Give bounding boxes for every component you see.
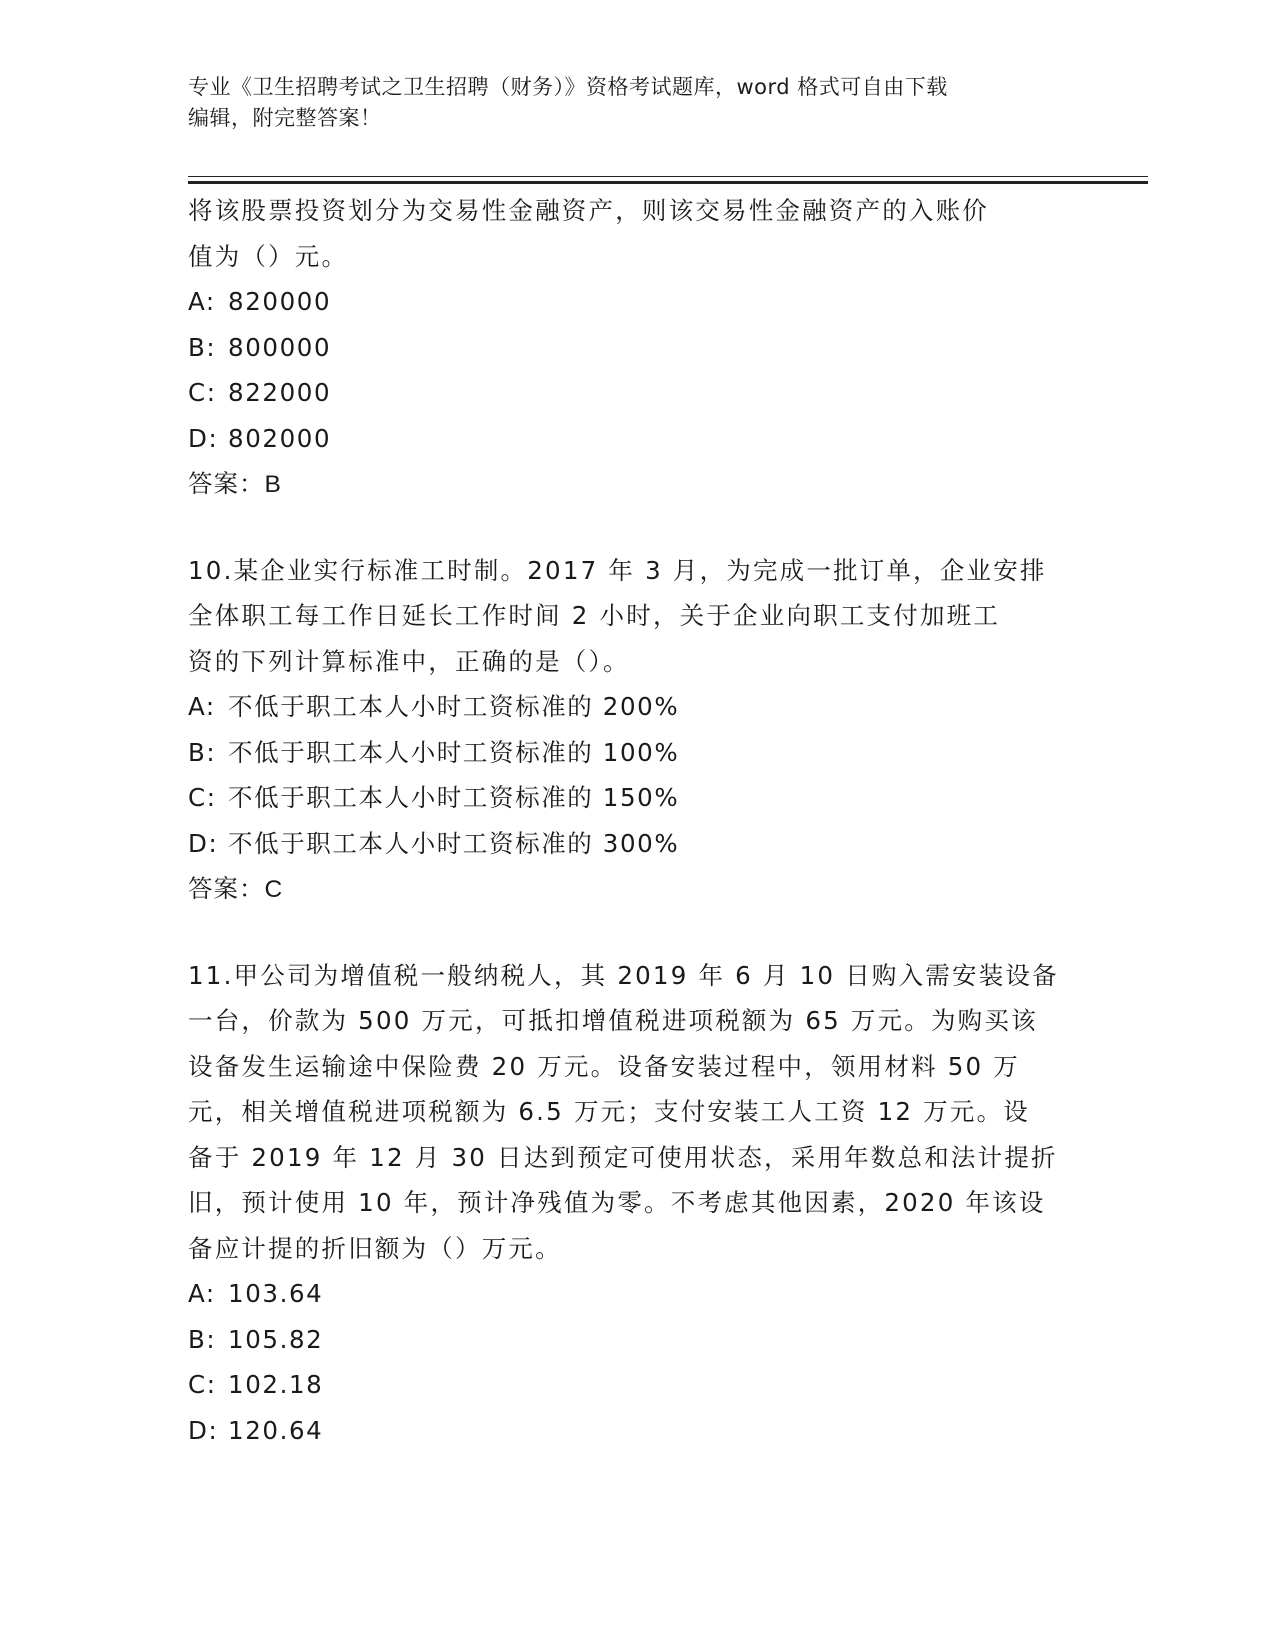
header-divider-thin xyxy=(188,176,1148,177)
option-c xyxy=(188,1362,1088,1408)
question-text-line: 旧，预计使用 10 年，预计净残值为零。不考虑其他因素，2020 年该设 xyxy=(188,1188,1046,1217)
option-c xyxy=(188,775,1088,821)
option-text: 800000 xyxy=(228,332,332,362)
question-text-line: 全体职工每工作日延长工作时间 2 小时，关于企业向职工支付加班工 xyxy=(188,601,1001,630)
document-header xyxy=(188,72,1088,134)
question-11-block xyxy=(188,953,1088,1454)
option-letter: C: xyxy=(188,378,217,407)
answer-line xyxy=(188,461,1088,508)
header-divider-thick xyxy=(188,181,1148,184)
question-9-block xyxy=(188,188,1088,508)
question-text-line: 资的下列计算标准中，正确的是（）。 xyxy=(188,646,630,676)
question-10-block xyxy=(188,548,1088,913)
option-text: 不低于职工本人小时工资标准的 300% xyxy=(228,828,680,858)
answer-label: 答案： xyxy=(188,469,265,498)
question-text-line: 11.甲公司为增值税一般纳税人，其 2019 年 6 月 10 日购入需安装设备 xyxy=(188,960,1059,990)
option-text: 105.82 xyxy=(228,1324,324,1354)
option-a xyxy=(188,1271,1088,1317)
question-text-line: 将该股票投资划分为交易性金融资产，则该交易性金融资产的入账价 xyxy=(188,196,989,225)
question-list xyxy=(188,188,1088,1453)
option-d xyxy=(188,416,1088,462)
question-text-line: 一台，价款为 500 万元，可抵扣增值税进项税额为 65 万元。为购买该 xyxy=(188,1006,1038,1035)
option-letter: D: xyxy=(188,1415,219,1445)
question-text-line: 元，相关增值税进项税额为 6.5 万元；支付安装工人工资 12 万元。设 xyxy=(188,1097,1030,1126)
option-c xyxy=(188,370,1088,416)
option-letter: D: xyxy=(188,423,219,453)
option-b xyxy=(188,1317,1088,1363)
option-letter: C: xyxy=(188,1370,217,1399)
option-text: 120.64 xyxy=(228,1415,324,1445)
option-letter: D: xyxy=(188,828,219,858)
option-letter: B: xyxy=(188,332,217,362)
option-b xyxy=(188,730,1088,776)
answer-line xyxy=(188,866,1088,913)
question-text-line: 备于 2019 年 12 月 30 日达到预定可使用状态，采用年数总和法计提折 xyxy=(188,1142,1058,1172)
option-text: 820000 xyxy=(228,287,332,316)
header-title-line-2: 编辑，附完整答案！ xyxy=(188,106,382,130)
option-a xyxy=(188,684,1088,730)
option-text: 802000 xyxy=(228,423,332,453)
question-text-line: 10.某企业实行标准工时制。2017 年 3 月，为完成一批订单，企业安排 xyxy=(188,555,1047,585)
option-text: 不低于职工本人小时工资标准的 150% xyxy=(228,783,680,812)
option-a xyxy=(188,279,1088,325)
option-letter: B: xyxy=(188,737,217,767)
option-d xyxy=(188,821,1088,867)
option-text: 不低于职工本人小时工资标准的 200% xyxy=(228,692,680,721)
answer-label: 答案： xyxy=(188,874,265,903)
answer-value: B xyxy=(264,471,282,498)
option-text: 不低于职工本人小时工资标准的 100% xyxy=(228,737,680,767)
option-text: 103.64 xyxy=(228,1279,324,1308)
question-text-line: 备应计提的折旧额为（）万元。 xyxy=(188,1233,562,1263)
option-letter: A: xyxy=(188,1279,216,1308)
answer-value: C xyxy=(264,876,284,903)
question-text-line: 值为（）元。 xyxy=(188,241,349,271)
option-text: 822000 xyxy=(228,378,332,407)
option-letter: A: xyxy=(188,692,216,721)
option-letter: A: xyxy=(188,287,216,316)
option-d xyxy=(188,1408,1088,1454)
option-text: 102.18 xyxy=(228,1370,324,1399)
option-b xyxy=(188,325,1088,371)
header-title-line-1: 专业《卫生招聘考试之卫生招聘（财务）》资格考试题库，word 格式可自由下载 xyxy=(188,75,948,99)
option-letter: C: xyxy=(188,783,217,812)
question-text-line: 设备发生运输途中保险费 20 万元。设备安装过程中，领用材料 50 万 xyxy=(188,1051,1020,1081)
option-letter: B: xyxy=(188,1324,217,1354)
